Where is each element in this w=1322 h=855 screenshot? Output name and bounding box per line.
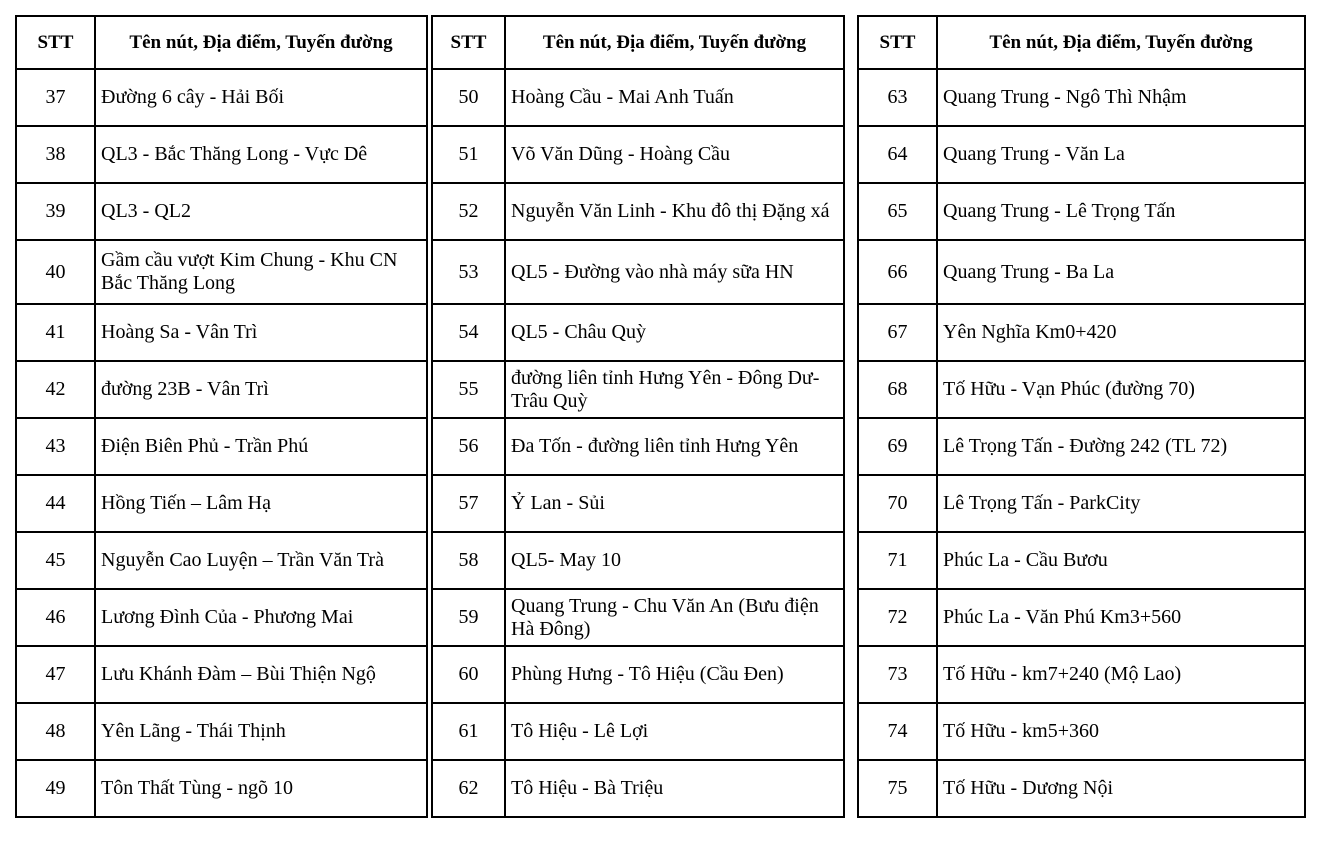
- header-stt: STT: [858, 16, 937, 69]
- table-row: [16, 532, 427, 589]
- route-cell: Tố Hữu - Dương Nội: [937, 760, 1305, 817]
- table-row: [858, 418, 1305, 475]
- stt-cell: 58: [432, 532, 505, 589]
- table-header-row: [432, 16, 844, 69]
- stt-cell: 67: [858, 304, 937, 361]
- table-row: [16, 240, 427, 304]
- stt-cell: 71: [858, 532, 937, 589]
- stt-cell: 73: [858, 646, 937, 703]
- table-row: [16, 361, 427, 418]
- stt-cell: 43: [16, 418, 95, 475]
- stt-cell: 63: [858, 69, 937, 126]
- stt-cell: 47: [16, 646, 95, 703]
- table-row: [432, 703, 844, 760]
- table-row: [858, 361, 1305, 418]
- table-row: [858, 304, 1305, 361]
- table-row: [432, 646, 844, 703]
- table-row: [858, 126, 1305, 183]
- table-row: [16, 126, 427, 183]
- route-cell: Yên Nghĩa Km0+420: [937, 304, 1305, 361]
- table-row: [432, 240, 844, 304]
- route-cell: Tô Hiệu - Bà Triệu: [505, 760, 844, 817]
- route-cell: Ỷ Lan - Sủi: [505, 475, 844, 532]
- route-cell: Đa Tốn - đường liên tỉnh Hưng Yên: [505, 418, 844, 475]
- table-row: [858, 760, 1305, 817]
- table-row: [16, 304, 427, 361]
- route-cell: QL5 - Châu Quỳ: [505, 304, 844, 361]
- route-cell: Điện Biên Phủ - Trần Phú: [95, 418, 427, 475]
- route-cell: Quang Trung - Ba La: [937, 240, 1305, 304]
- table-row: [16, 183, 427, 240]
- road-nodes-table-group-1: [15, 15, 428, 818]
- route-cell: Lương Đình Của - Phương Mai: [95, 589, 427, 646]
- table-row: [858, 183, 1305, 240]
- route-cell: Tố Hữu - km7+240 (Mộ Lao): [937, 646, 1305, 703]
- table-row: [432, 475, 844, 532]
- route-cell: Hoàng Sa - Vân Trì: [95, 304, 427, 361]
- stt-cell: 74: [858, 703, 937, 760]
- route-cell: Hoàng Cầu - Mai Anh Tuấn: [505, 69, 844, 126]
- stt-cell: 38: [16, 126, 95, 183]
- stt-cell: 49: [16, 760, 95, 817]
- route-cell: Tố Hữu - Vạn Phúc (đường 70): [937, 361, 1305, 418]
- route-cell: QL5- May 10: [505, 532, 844, 589]
- table-header-row: [858, 16, 1305, 69]
- stt-cell: 50: [432, 69, 505, 126]
- table-row: [16, 589, 427, 646]
- stt-cell: 64: [858, 126, 937, 183]
- table-row: [432, 532, 844, 589]
- road-nodes-table-group-3: [857, 15, 1306, 818]
- table-row: [432, 418, 844, 475]
- stt-cell: 53: [432, 240, 505, 304]
- stt-cell: 48: [16, 703, 95, 760]
- route-cell: QL3 - Bắc Thăng Long - Vực Dê: [95, 126, 427, 183]
- table-row: [16, 646, 427, 703]
- table-row: [858, 475, 1305, 532]
- header-route: Tên nút, Địa điểm, Tuyến đường: [937, 16, 1305, 69]
- stt-cell: 55: [432, 361, 505, 418]
- table-row: [432, 69, 844, 126]
- table-row: [858, 69, 1305, 126]
- route-cell: Quang Trung - Văn La: [937, 126, 1305, 183]
- stt-cell: 75: [858, 760, 937, 817]
- route-cell: Phúc La - Cầu Bươu: [937, 532, 1305, 589]
- route-cell: Võ Văn Dũng - Hoàng Cầu: [505, 126, 844, 183]
- route-cell: Phúc La - Văn Phú Km3+560: [937, 589, 1305, 646]
- stt-cell: 62: [432, 760, 505, 817]
- route-cell: Hồng Tiến – Lâm Hạ: [95, 475, 427, 532]
- route-cell: Yên Lãng - Thái Thịnh: [95, 703, 427, 760]
- route-cell: QL5 - Đường vào nhà máy sữa HN: [505, 240, 844, 304]
- stt-cell: 60: [432, 646, 505, 703]
- table-row: [432, 361, 844, 418]
- stt-cell: 52: [432, 183, 505, 240]
- route-cell: Tô Hiệu - Lê Lợi: [505, 703, 844, 760]
- table-row: [16, 760, 427, 817]
- table-row: [858, 240, 1305, 304]
- header-stt: STT: [16, 16, 95, 69]
- table-row: [858, 703, 1305, 760]
- route-cell: Phùng Hưng - Tô Hiệu (Cầu Đen): [505, 646, 844, 703]
- route-cell: Lê Trọng Tấn - Đường 242 (TL 72): [937, 418, 1305, 475]
- stt-cell: 65: [858, 183, 937, 240]
- table-row: [16, 703, 427, 760]
- stt-cell: 59: [432, 589, 505, 646]
- table-header-row: [16, 16, 427, 69]
- table-row: [432, 304, 844, 361]
- route-cell: Lưu Khánh Đàm – Bùi Thiện Ngộ: [95, 646, 427, 703]
- stt-cell: 54: [432, 304, 505, 361]
- table-row: [858, 589, 1305, 646]
- stt-cell: 57: [432, 475, 505, 532]
- stt-cell: 61: [432, 703, 505, 760]
- table-row: [432, 760, 844, 817]
- header-route: Tên nút, Địa điểm, Tuyến đường: [95, 16, 427, 69]
- route-cell: Gầm cầu vượt Kim Chung - Khu CN Bắc Thăng Long: [95, 240, 427, 304]
- stt-cell: 37: [16, 69, 95, 126]
- route-cell: Lê Trọng Tấn - ParkCity: [937, 475, 1305, 532]
- route-cell: Tố Hữu - km5+360: [937, 703, 1305, 760]
- table-row: [16, 69, 427, 126]
- route-cell: đường 23B - Vân Trì: [95, 361, 427, 418]
- route-cell: QL3 - QL2: [95, 183, 427, 240]
- route-cell: Tôn Thất Tùng - ngõ 10: [95, 760, 427, 817]
- stt-cell: 69: [858, 418, 937, 475]
- route-cell: Nguyễn Văn Linh - Khu đô thị Đặng xá: [505, 183, 844, 240]
- stt-cell: 70: [858, 475, 937, 532]
- table-row: [16, 475, 427, 532]
- table-row: [858, 532, 1305, 589]
- table-row: [432, 589, 844, 646]
- stt-cell: 68: [858, 361, 937, 418]
- stt-cell: 56: [432, 418, 505, 475]
- route-cell: Nguyễn Cao Luyện – Trần Văn Trà: [95, 532, 427, 589]
- stt-cell: 46: [16, 589, 95, 646]
- header-route: Tên nút, Địa điểm, Tuyến đường: [505, 16, 844, 69]
- route-cell: Quang Trung - Lê Trọng Tấn: [937, 183, 1305, 240]
- header-stt: STT: [432, 16, 505, 69]
- table-row: [16, 418, 427, 475]
- stt-cell: 44: [16, 475, 95, 532]
- road-nodes-table-group-2: [431, 15, 845, 818]
- table-row: [858, 646, 1305, 703]
- stt-cell: 45: [16, 532, 95, 589]
- table-row: [432, 183, 844, 240]
- stt-cell: 39: [16, 183, 95, 240]
- route-cell: Đường 6 cây - Hải Bối: [95, 69, 427, 126]
- stt-cell: 41: [16, 304, 95, 361]
- stt-cell: 72: [858, 589, 937, 646]
- route-cell: đường liên tỉnh Hưng Yên - Đông Dư- Trâu Quỳ: [505, 361, 844, 418]
- stt-cell: 42: [16, 361, 95, 418]
- stt-cell: 40: [16, 240, 95, 304]
- route-cell: Quang Trung - Ngô Thì Nhậm: [937, 69, 1305, 126]
- table-row: [432, 126, 844, 183]
- stt-cell: 66: [858, 240, 937, 304]
- stt-cell: 51: [432, 126, 505, 183]
- route-cell: Quang Trung - Chu Văn An (Bưu điện Hà Đông): [505, 589, 844, 646]
